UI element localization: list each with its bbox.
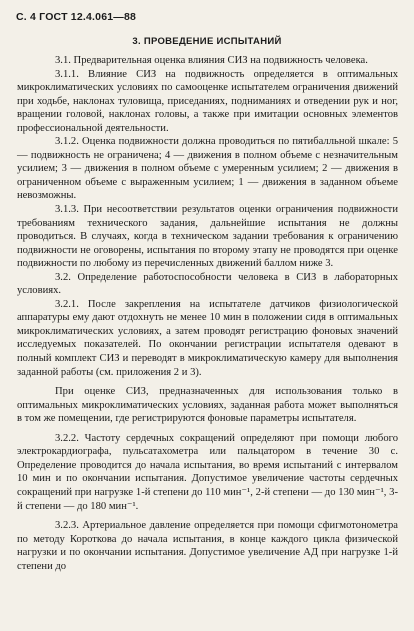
paragraph: 3.2.3. Артериальное давление определяется при помощи сфигмотонометра по методу Короткова до начала испытания, в конце каждого цикла физической нагрузки и по окончании испытания. Допустимое увеличение АД при нагрузке 1-й степени до [17,520,398,572]
paragraph: 3.2.1. После закрепления на испытателе датчиков физиологической аппаратуры ему дают отдохнуть не менее 10 мин в положении сидя в оптимальных микроклиматических условиях, а затем проводят регистрацию фоновых значений исследуемых показателей. По окончании регистрации испытателя одевают в полный комплект СИЗ и переводят в микроклиматическую камеру для выполнения заданной работы (см. приложения 2 и 3). [17,298,398,378]
paragraph: При оценке СИЗ, предназначенных для использования только в оптимальных микроклиматических условиях, заданная работа может выполняться в том же помещении, где регистрируются фоновые параметры испытателя. [17,386,398,425]
paragraph: 3.2.2. Частоту сердечных сокращений определяют при помощи любого электрокардиографа, пульсатахометра или пальцатором в течение 30 с. Определение проводится до начала испытания, во время испытаний с интервалом 10 мин и по окончании испытания. Допустимое увеличение частоты сердечных сокращений при нагрузке 1-й степени до 110 мин⁻¹, 2-й степени — до 130 мин⁻¹, 3-й степени — до 180 мин⁻¹. [17,432,398,512]
paragraph: 3.1. Предварительная оценка влияния СИЗ на подвижность человека. [55,55,368,66]
paragraph: 3.1.2. Оценка подвижности должна проводиться по пятибалльной шкале: 5 — подвижность не ограничена; 4 — движения в полном объеме с незначительным усилием; 3 — движения в полном объеме с умеренным усилием; 2 — движения в ограниченном объеме с выраженным усилием; 1 — движения в заданном объеме невозможны. [17,136,398,202]
section-title: 3. ПРОВЕДЕНИЕ ИСПЫТАНИЙ [132,36,282,47]
paragraph: 3.2. Определение работоспособности человека в СИЗ в лабораторных условиях. [17,271,398,297]
paragraph: 3.1.3. При несоответствии результатов оценки ограничения подвижности требованиям технического задания, дальнейшие испытания не должны проводиться. В случаях, когда в техническом задании требования к ограничению подвижности не оговорены, испытания по второму этапу не проводятся при оценке подвижности по любому из перечисленных движений баллом ниже 3. [17,204,398,270]
paragraph: 3.1.1. Влияние СИЗ на подвижность определяется в оптимальных микроклиматических условиях по самооценке испытателем ограничения движений при ходьбе, наклонах туловища, приседаниях, подниманиях и отведении рук и ног, вращении головой, наклонах головы, а также при имитации основных элементов профессиональной деятельности. [17,68,398,134]
page-header: С. 4 ГОСТ 12.4.061—88 [16,11,137,23]
document-body [17,54,398,573]
